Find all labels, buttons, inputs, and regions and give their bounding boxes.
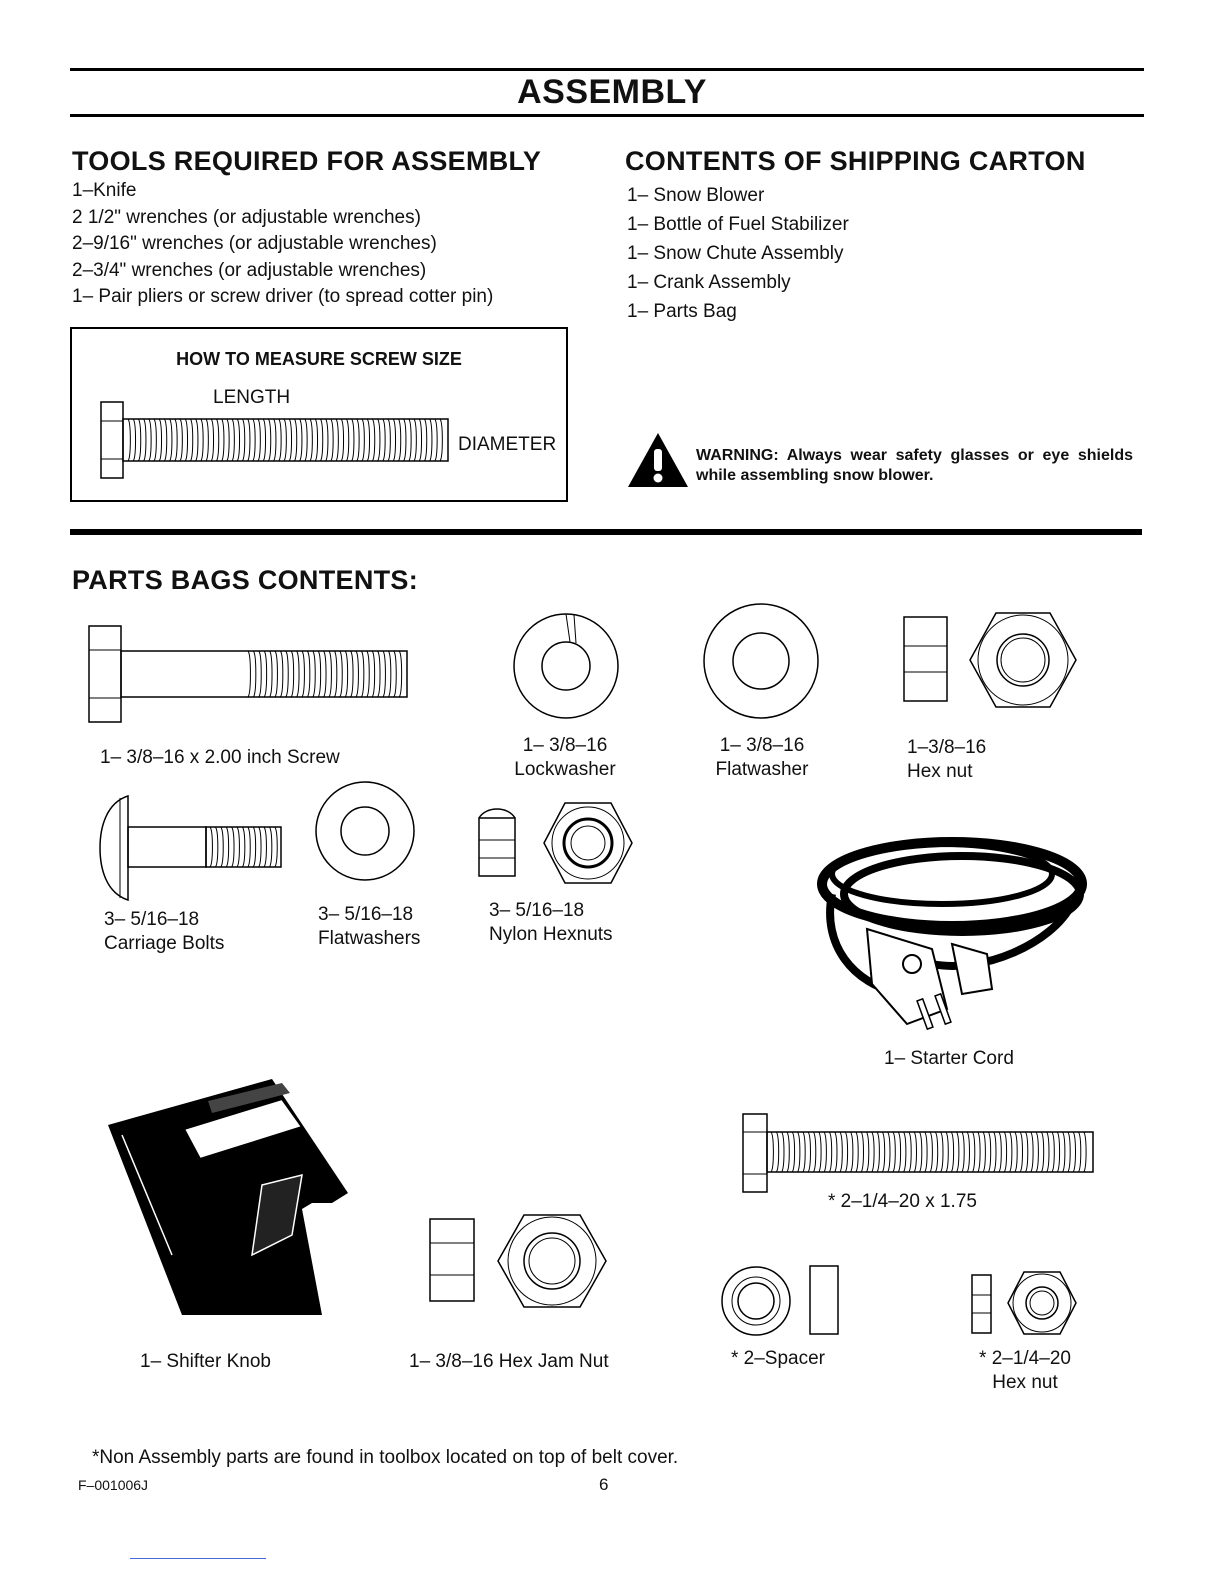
list-item: 2 1/2" wrenches (or adjustable wrenches) — [72, 206, 421, 228]
spacer-front-illustration — [720, 1265, 792, 1337]
title-underline — [70, 114, 1144, 117]
measure-box-title: HOW TO MEASURE SCREW SIZE — [176, 349, 462, 369]
spacer-label: * 2–Spacer — [731, 1348, 826, 1369]
shifter-knob-label: 1– Shifter Knob — [140, 1351, 271, 1372]
small-screw-label: * 2–1/4–20 x 1.75 — [828, 1191, 977, 1212]
carriage-bolt-illustration — [98, 793, 288, 903]
small-hexnut-side-illustration — [970, 1273, 994, 1335]
lockwasher-illustration — [512, 612, 622, 722]
diameter-label: DIAMETER — [458, 434, 557, 455]
tools-list — [72, 178, 493, 311]
warning-message: Always wear safety glasses or eye shields while assembling snow blower. — [696, 447, 1133, 484]
length-label: LENGTH — [213, 387, 291, 408]
hexnut-top-illustration — [968, 610, 1078, 710]
jam-nut-label: 1– 3/8–16 Hex Jam Nut — [409, 1351, 609, 1372]
flatwasher-label: 1– 3/8–16 Flatwasher — [715, 735, 809, 780]
page-title: ASSEMBLY — [517, 73, 707, 111]
shifter-knob-illustration — [102, 1075, 352, 1315]
list-item: 2–3/4" wrenches (or adjustable wrenches) — [72, 259, 427, 281]
page-number: 6 — [599, 1475, 609, 1494]
nylon-hexnuts-label: 3– 5/16–18 Nylon Hexnuts — [489, 900, 613, 945]
carriage-bolts-label: 3– 5/16–18 Carriage Bolts — [104, 909, 225, 954]
jam-nut-top-illustration — [496, 1213, 608, 1309]
measure-screw-diagram — [100, 399, 460, 479]
list-item: 1– Parts Bag — [627, 301, 737, 322]
footnote: *Non Assembly parts are found in toolbox located on top of belt cover. — [92, 1447, 679, 1468]
list-item: 1– Snow Chute Assembly — [627, 243, 844, 264]
document-code: F–001006J — [78, 1477, 149, 1493]
jam-nut-side-illustration — [428, 1217, 476, 1303]
flatwasher-illustration — [702, 602, 822, 722]
list-item: 1– Crank Assembly — [627, 272, 791, 293]
flatwashers-label: 3– 5/16–18 Flatwashers — [318, 904, 421, 949]
bottom-link-line — [130, 1558, 266, 1559]
measure-screw-box — [70, 327, 568, 502]
spacer-side-illustration — [808, 1264, 840, 1336]
starter-cord-label: 1– Starter Cord — [884, 1048, 1014, 1069]
lockwasher-label: 1– 3/8–16 Lockwasher — [514, 735, 616, 780]
warning-label: WARNING: — [696, 447, 779, 464]
screw-label: 1– 3/8–16 x 2.00 inch Screw — [100, 747, 340, 768]
tools-heading: TOOLS REQUIRED FOR ASSEMBLY — [72, 146, 542, 176]
parts-heading: PARTS BAGS CONTENTS: — [72, 565, 419, 595]
flatwashers-illustration — [314, 780, 418, 884]
section-separator — [70, 529, 1142, 535]
nylon-hexnut-top-illustration — [542, 801, 634, 885]
small-screw-illustration — [741, 1112, 1101, 1192]
carton-list — [627, 181, 849, 326]
small-hexnut-label: * 2–1/4–20 Hex nut — [979, 1348, 1071, 1393]
hexnut-label: 1–3/8–16 Hex nut — [907, 737, 987, 782]
small-hexnut-top-illustration — [1006, 1270, 1078, 1336]
top-rule — [70, 68, 1144, 71]
screw-illustration — [88, 625, 418, 725]
list-item: 2–9/16" wrenches (or adjustable wrenches) — [72, 233, 437, 254]
list-item: 1–Knife — [72, 180, 137, 201]
warning-icon — [626, 431, 690, 489]
list-item: 1– Snow Blower — [627, 185, 765, 206]
nylon-hexnut-side-illustration — [478, 804, 518, 878]
starter-cord-illustration — [812, 824, 1102, 1044]
hexnut-side-illustration — [903, 616, 949, 702]
carton-heading: CONTENTS OF SHIPPING CARTON — [625, 146, 1086, 176]
list-item: 1– Bottle of Fuel Stabilizer — [627, 214, 849, 235]
warning-text — [696, 446, 1133, 486]
list-item: 1– Pair pliers or screw driver (to spread cotter pin) — [72, 286, 494, 307]
